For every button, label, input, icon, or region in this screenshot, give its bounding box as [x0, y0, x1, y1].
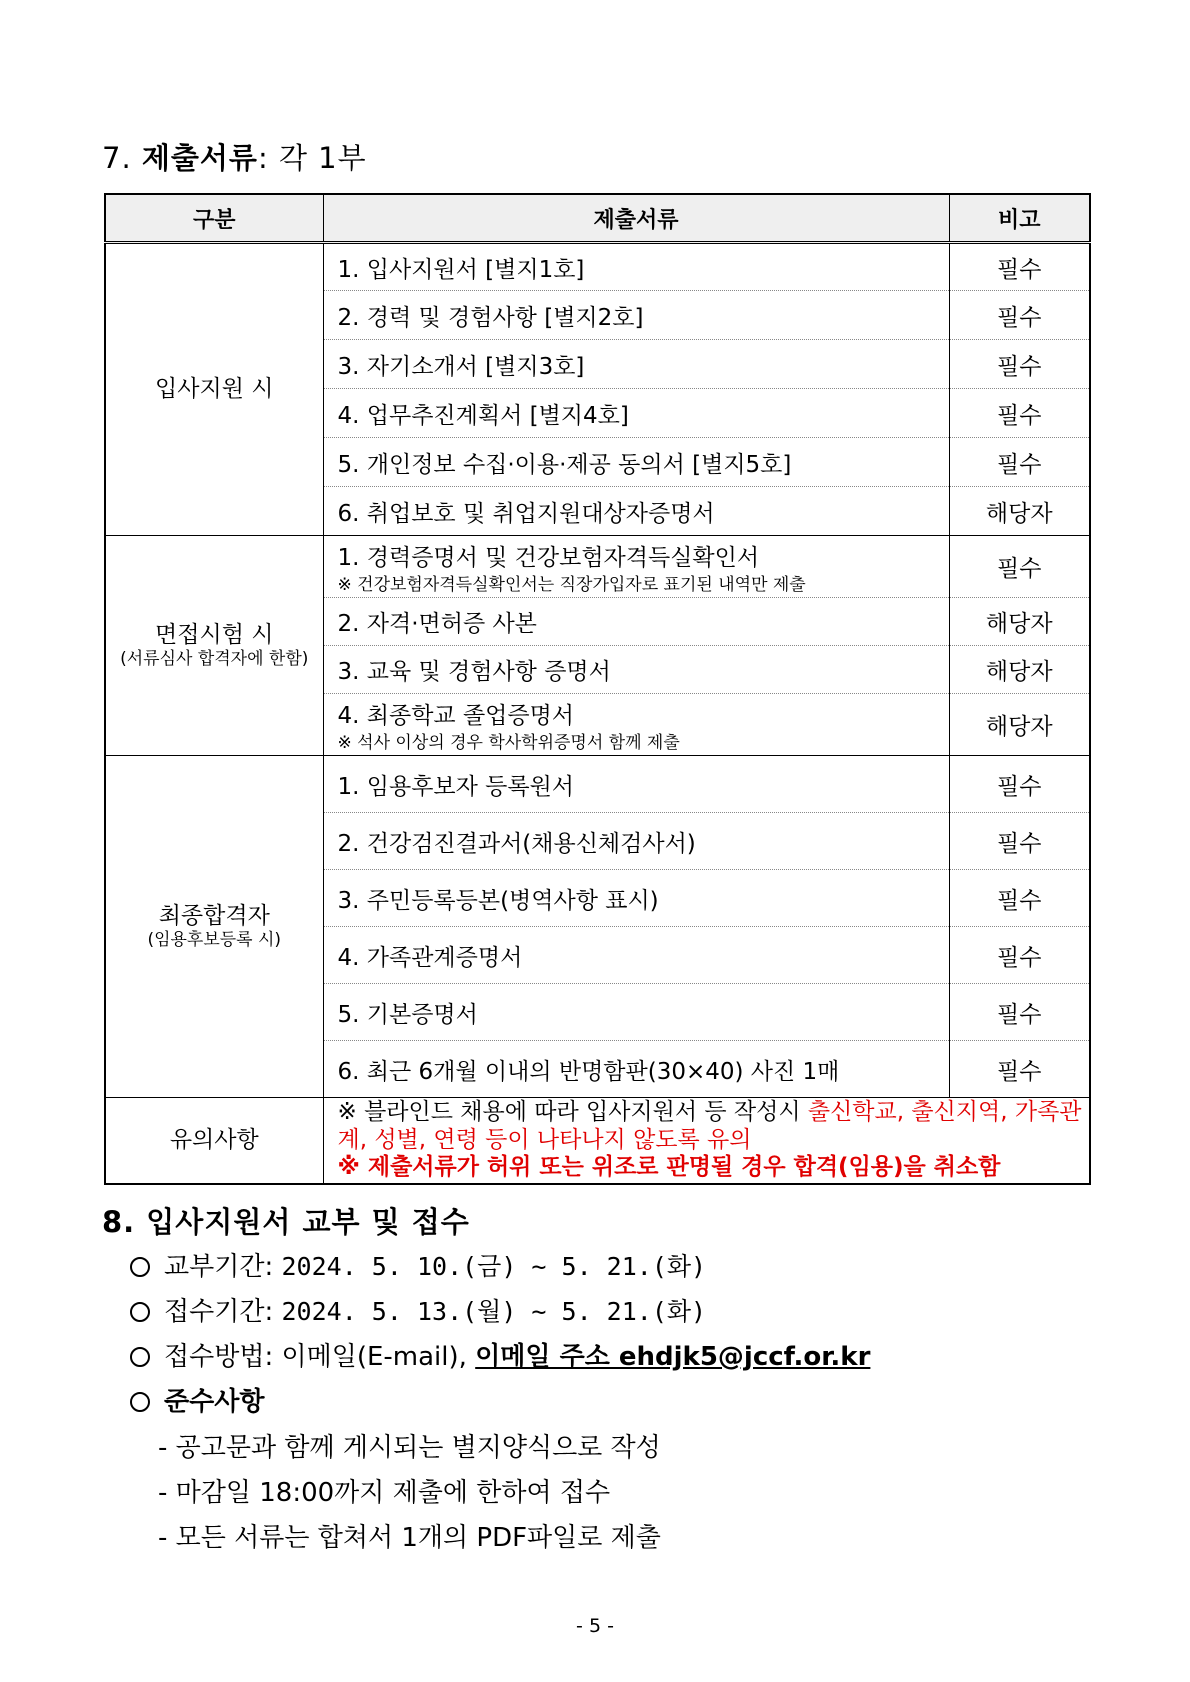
doc-cell: 3. 자기소개서 [별지3호]: [323, 340, 949, 389]
remark-cell: 필수: [949, 243, 1090, 291]
caution-text: ※ 블라인드 채용에 따라 입사지원서 등 작성시: [337, 1099, 808, 1125]
header-category: 구분: [105, 194, 323, 243]
section7-heading: 제출서류: [141, 141, 258, 175]
header-documents: 제출서류: [323, 194, 949, 243]
group-interview: [105, 536, 323, 756]
remark-cell: 필수: [949, 536, 1090, 598]
remark-cell: 해당자: [949, 598, 1090, 646]
group-sublabel: (임용후보등록 시): [147, 929, 282, 950]
remark-cell: 필수: [949, 291, 1090, 340]
email-link[interactable]: 이메일 주소 ehdjk5@jccf.or.kr: [475, 1342, 871, 1372]
remark-cell: 필수: [949, 1041, 1090, 1098]
circle-bullet-icon: [130, 1392, 150, 1412]
doc-label: 4. 최종학교 졸업증명서: [337, 702, 575, 729]
remark-cell: 필수: [949, 438, 1090, 487]
group-final: [105, 756, 323, 1098]
issue-label: 교부기간:: [164, 1252, 282, 1282]
remark-cell: 해당자: [949, 694, 1090, 756]
group-label: 면접시험 시: [155, 621, 274, 648]
doc-cell: 2. 경력 및 경험사항 [별지2호]: [323, 291, 949, 340]
circle-bullet-icon: [130, 1257, 150, 1277]
section7-number: 7.: [102, 141, 132, 175]
remark-cell: 필수: [949, 756, 1090, 813]
receipt-label: 접수기간:: [164, 1297, 282, 1327]
remark-cell: 필수: [949, 813, 1090, 870]
method-value: 이메일(E-mail),: [281, 1342, 476, 1372]
doc-cell: 2. 자격·면허증 사본: [323, 598, 949, 646]
remark-cell: 해당자: [949, 646, 1090, 694]
group-label: 입사지원 시: [155, 375, 274, 402]
doc-cell: 1. 임용후보자 등록원서: [323, 756, 949, 813]
remark-cell: 필수: [949, 870, 1090, 927]
group-application: [105, 243, 323, 536]
doc-cell: 6. 취업보호 및 취업지원대상자증명서: [323, 487, 949, 536]
doc-note: ※ 석사 이상의 경우 학사학위증명서 함께 제출: [337, 732, 680, 753]
caution-highlight: 출신학교, 출신지역, 가족관계, 성별, 연령 등이 나타나지 않도록 유의: [337, 1099, 1082, 1153]
doc-cell: 6. 최근 6개월 이내의 반명함판(30×40) 사진 1매: [323, 1041, 949, 1098]
doc-label: 1. 경력증명서 및 건강보험자격득실확인서: [337, 544, 760, 571]
issue-value: 2024. 5. 10.(금) ~ 5. 21.(화): [281, 1252, 707, 1281]
section7-suffix: : 각 1부: [257, 141, 367, 175]
header-remark: 비고: [949, 194, 1090, 243]
caution-label: 유의사항: [105, 1098, 323, 1184]
receipt-period: [130, 1291, 706, 1328]
doc-cell: 5. 개인정보 수집·이용·제공 동의서 [별지5호]: [323, 438, 949, 487]
doc-note: ※ 건강보험자격득실확인서는 직장가입자로 표기된 내역만 제출: [337, 574, 806, 595]
remark-cell: 필수: [949, 984, 1090, 1041]
doc-cell: 1. 입사지원서 [별지1호]: [323, 243, 949, 291]
table-header-row: [105, 194, 1090, 243]
section7-title: [102, 136, 367, 177]
issue-period: [130, 1246, 706, 1283]
rules-title: 준수사항: [164, 1387, 265, 1417]
doc-cell: 2. 건강검진결과서(채용신체검사서): [323, 813, 949, 870]
receipt-value: 2024. 5. 13.(월) ~ 5. 21.(화): [281, 1297, 707, 1326]
documents-table: [104, 193, 1091, 1185]
rule-item: - 모든 서류는 합쳐서 1개의 PDF파일로 제출: [158, 1523, 661, 1553]
rule-item: - 공고문과 함께 게시되는 별지양식으로 작성: [158, 1433, 661, 1463]
page-number: - 5 -: [576, 1615, 614, 1637]
rule-item: - 마감일 18:00까지 제출에 한하여 접수: [158, 1478, 611, 1508]
doc-cell: 4. 가족관계증명서: [323, 927, 949, 984]
method-label: 접수방법:: [164, 1342, 282, 1372]
doc-cell: [323, 694, 949, 756]
remark-cell: 필수: [949, 340, 1090, 389]
table-row: [105, 756, 1090, 813]
group-label: 최종합격자: [158, 902, 270, 929]
circle-bullet-icon: [130, 1302, 150, 1322]
doc-cell: 5. 기본증명서: [323, 984, 949, 1041]
doc-cell: 4. 업무추진계획서 [별지4호]: [323, 389, 949, 438]
remark-cell: 해당자: [949, 487, 1090, 536]
table-row: [105, 536, 1090, 598]
caution-line2: ※ 제출서류가 허위 또는 위조로 판명될 경우 합격(임용)을 취소함: [337, 1154, 1001, 1181]
remark-cell: 필수: [949, 389, 1090, 438]
remark-cell: 필수: [949, 927, 1090, 984]
rules-heading: [130, 1381, 264, 1418]
caution-cell: [323, 1098, 1090, 1184]
table-row: [105, 243, 1090, 291]
doc-cell: [323, 536, 949, 598]
circle-bullet-icon: [130, 1347, 150, 1367]
section8-title: 8. 입사지원서 교부 및 접수: [102, 1205, 470, 1239]
group-sublabel: (서류심사 합격자에 한함): [120, 648, 309, 669]
doc-cell: 3. 교육 및 경험사항 증명서: [323, 646, 949, 694]
receipt-method: [130, 1336, 870, 1373]
doc-cell: 3. 주민등록등본(병역사항 표시): [323, 870, 949, 927]
caution-row: [105, 1098, 1090, 1184]
caution-line1: [338, 1099, 1089, 1154]
